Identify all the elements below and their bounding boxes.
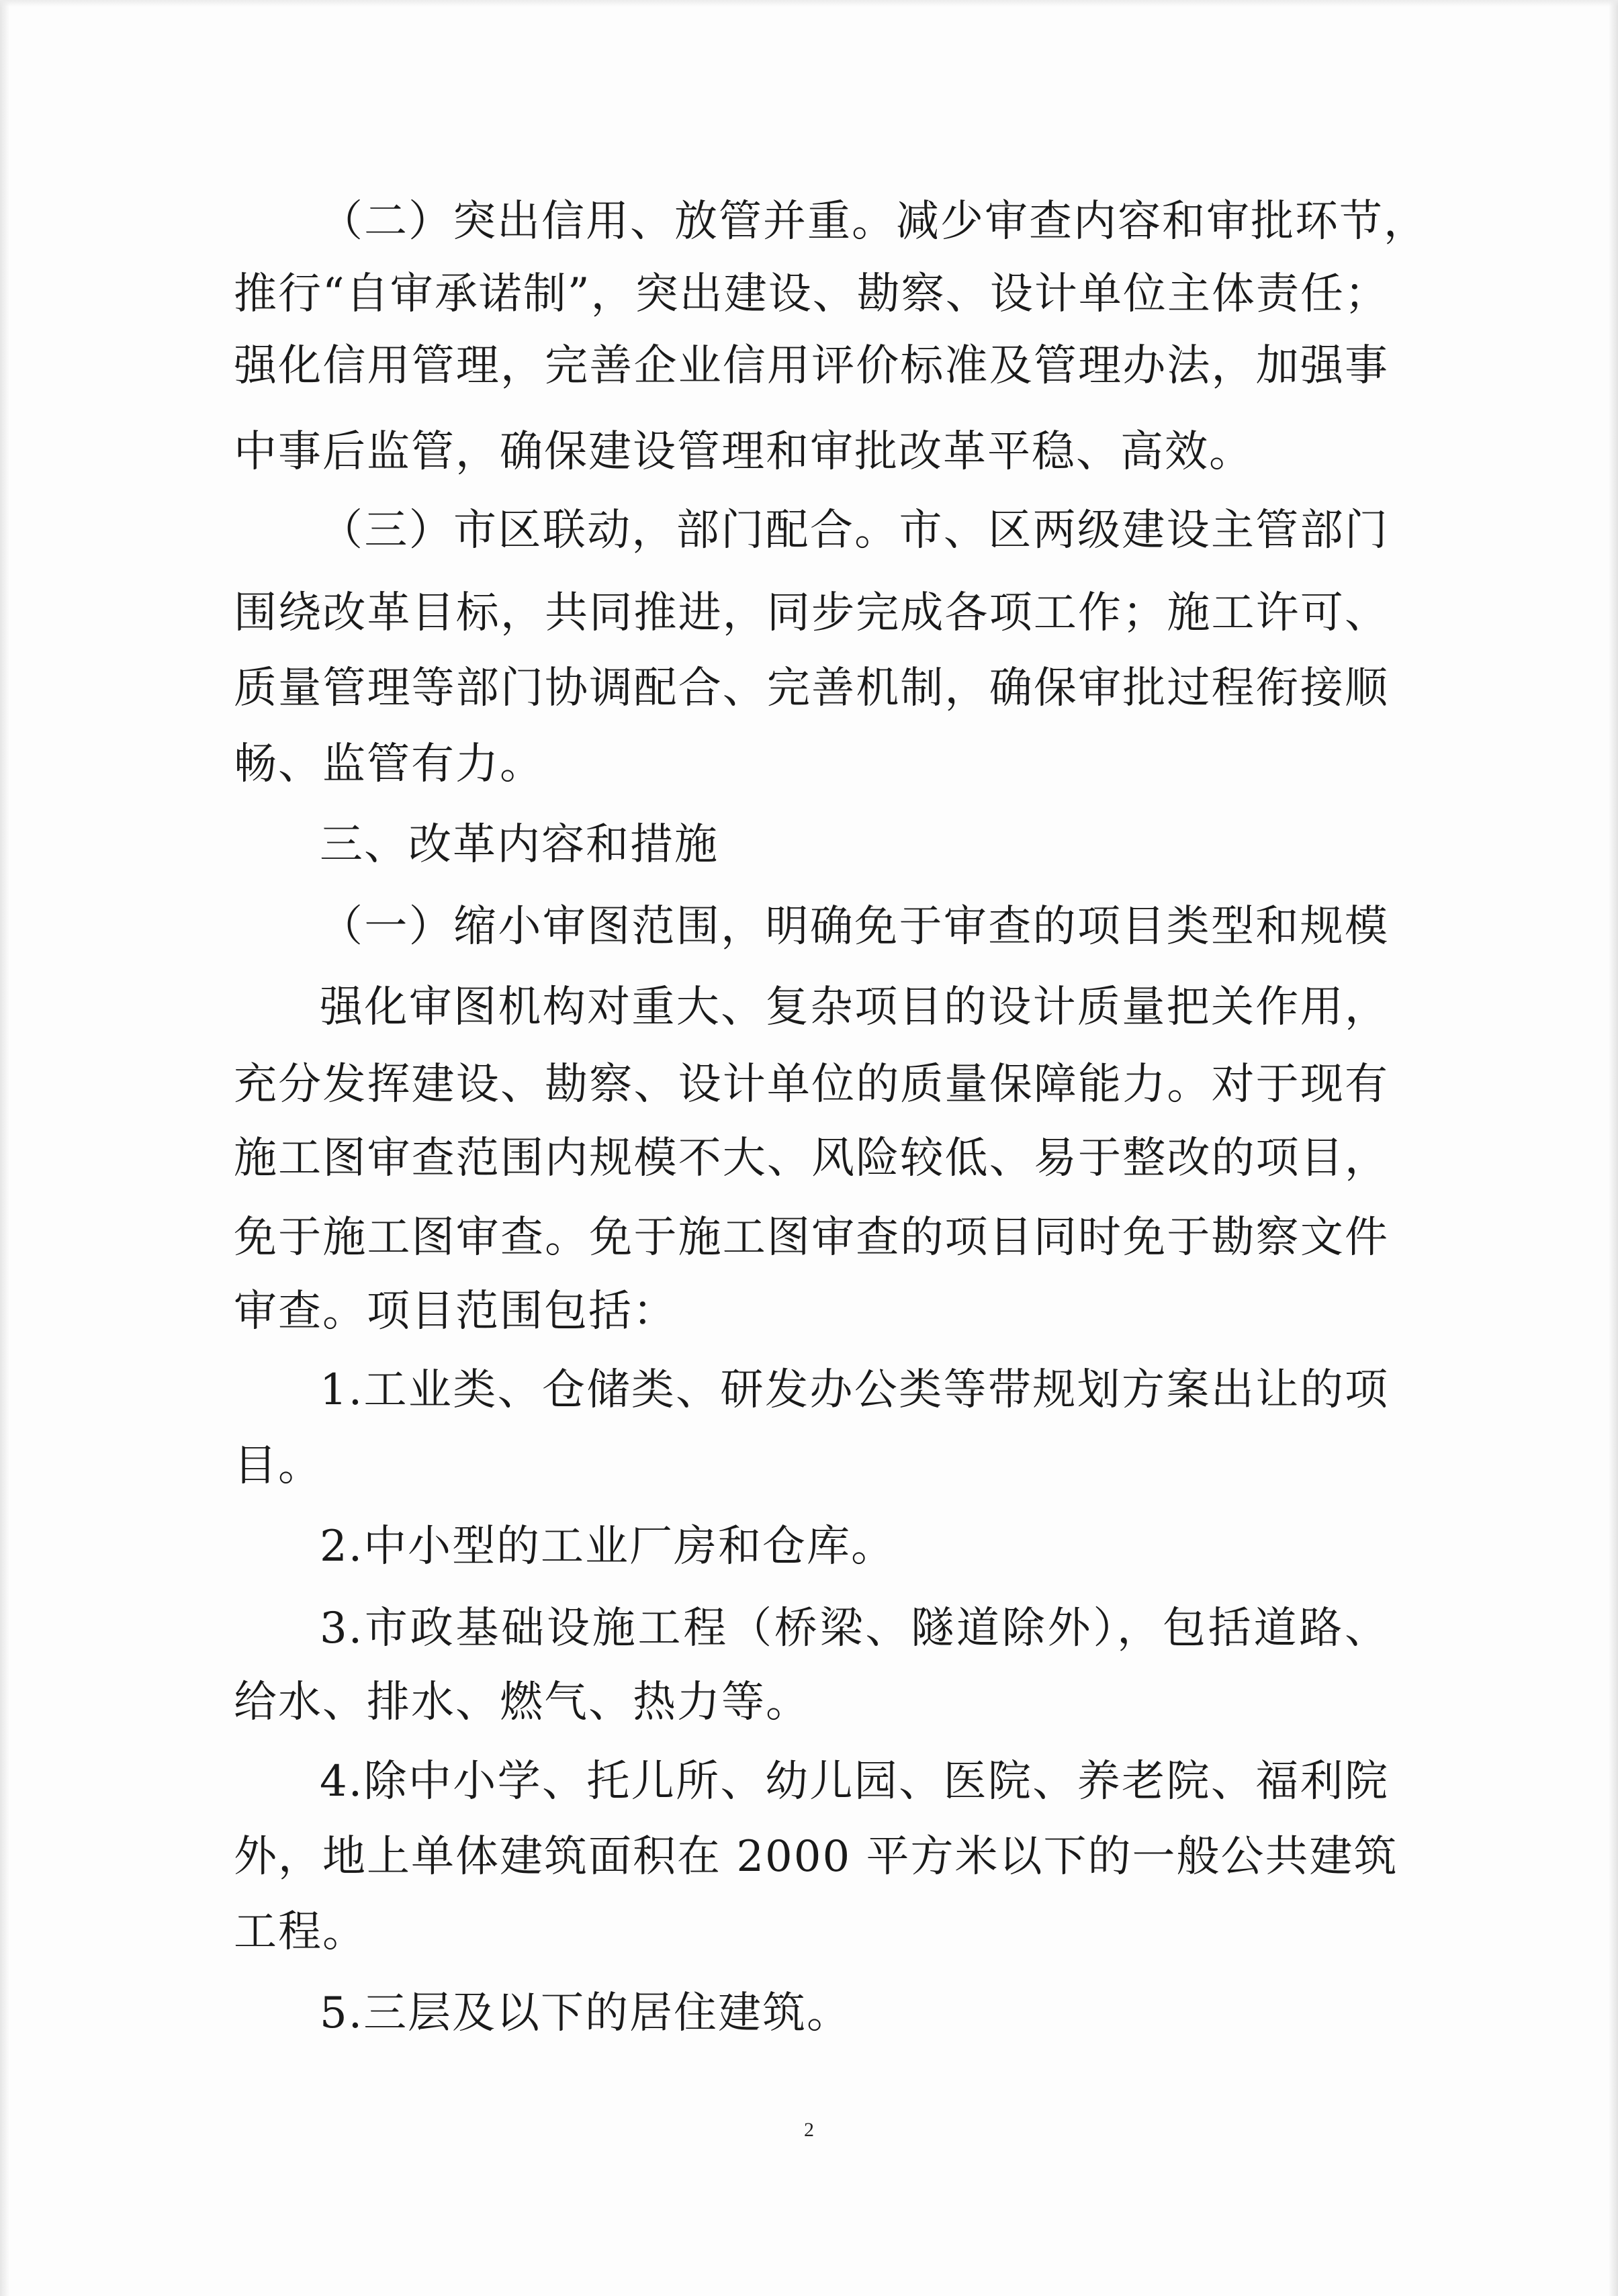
list-item: 3.市政基础设施工程（桥梁、隧道除外），包括道路、 [320,1604,1389,1653]
paragraph-line: 审查。项目范围包括： [234,1287,677,1336]
list-item-continuation: 给水、排水、燃气、热力等。 [234,1678,810,1727]
scan-edge-top [0,0,1618,7]
scan-edge-right [1609,0,1618,2296]
paragraph-line: 充分发挥建设、勘察、设计单位的质量保障能力。对于现有 [234,1060,1389,1109]
paragraph-line: （三）市区联动，部门配合。市、区两级建设主管部门 [320,506,1389,555]
list-item-continuation: 工程。 [234,1907,367,1957]
paragraph-line: （二）突出信用、放管并重。减少审查内容和审批环节， [320,197,1428,246]
paragraph-line: 免于施工图审查。免于施工图审查的项目同时免于勘察文件 [234,1213,1389,1262]
paragraph-line: 围绕改革目标，共同推进，同步完成各项工作；施工许可、 [234,588,1389,638]
paragraph-line: 强化信用管理，完善企业信用评价标准及管理办法，加强事 [234,341,1389,391]
paragraph-line: 畅、监管有力。 [234,739,544,789]
list-item: 2.中小型的工业厂房和仓库。 [320,1522,896,1571]
list-item: 1.工业类、仓储类、研发办公类等带规划方案出让的项 [320,1365,1389,1415]
list-item-continuation: 目。 [234,1441,322,1491]
list-item: 4.除中小学、托儿所、幼儿园、医院、养老院、福利院 [320,1757,1389,1806]
section-heading: 三、改革内容和措施 [320,820,719,870]
subsection-title: （一）缩小审图范围，明确免于审查的项目类型和规模 [320,902,1389,952]
scan-edge-left [0,0,9,2296]
list-item-continuation: 外，地上单体建筑面积在 2000 平方米以下的一般公共建筑 [234,1832,1398,1882]
page-number: 2 [804,2119,814,2141]
paragraph-line: 推行“自审承诺制”，突出建设、勘察、设计单位主体责任； [234,269,1389,319]
paragraph-line: 中事后监管，确保建设管理和审批改革平稳、高效。 [234,427,1253,477]
paragraph-line: 强化审图机构对重大、复杂项目的设计质量把关作用， [320,982,1389,1032]
paragraph-line: 施工图审查范围内规模不大、风险较低、易于整改的项目， [234,1134,1389,1183]
list-item: 5.三层及以下的居住建筑。 [320,1988,852,2038]
paragraph-line: 质量管理等部门协调配合、完善机制，确保审批过程衔接顺 [234,663,1389,713]
